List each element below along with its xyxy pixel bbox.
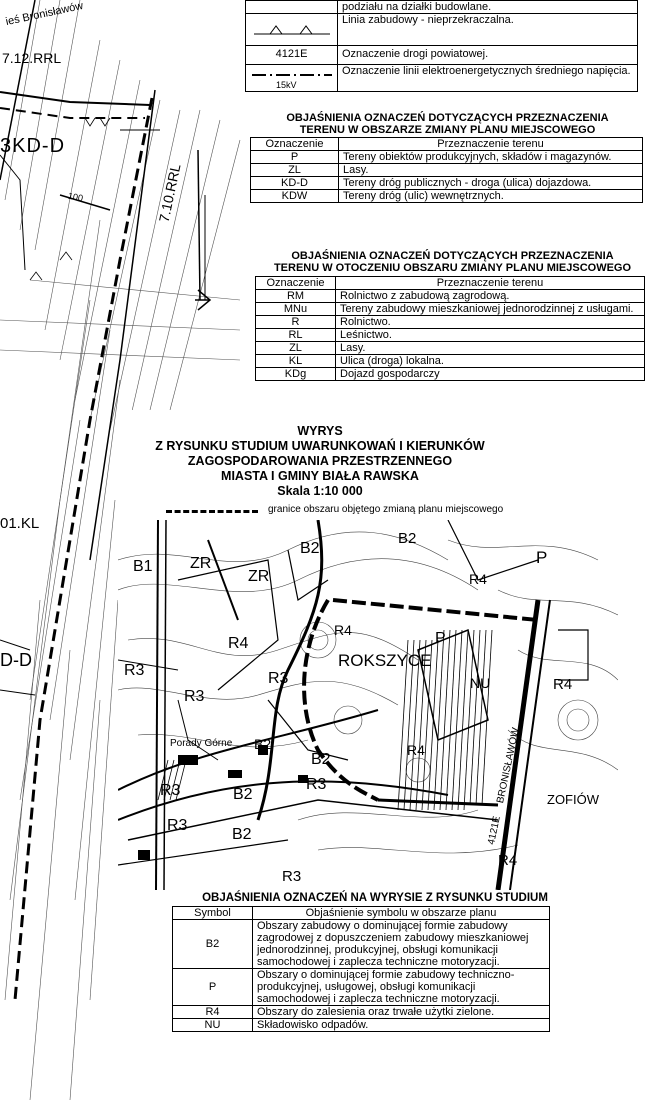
table-header-row [251,138,643,151]
table1-legend [250,137,643,203]
table2-heading [255,250,650,274]
legend-symbol-cell: MNu [256,303,336,316]
legend-desc-cell: Oznaczenie drogi powiatowej. [338,46,638,65]
table-header-row [173,907,550,920]
study-code-label: R4 [334,622,352,638]
boundary-legend-label: granice obszaru objętego zmianą planu miejscowego [268,504,504,515]
plan-label-kd-d: 3KD-D [0,135,66,157]
legend-symbol-cell: KDg [256,368,336,381]
wyrys-title-line: MIASTA I GMINY BIAŁA RAWSKA [221,469,419,483]
study-code-label: R4 [553,676,573,693]
legend-desc-cell: Leśnictwo. [336,329,645,342]
study-code-label: NU [470,675,491,691]
table2-heading-line: OBJAŚNIENIA OZNACZEŃ DOTYCZĄCYCH PRZEZNACZENIA [291,250,614,262]
legend-desc-cell: podziału na działki budowlane. [338,1,638,14]
table-row [246,14,638,46]
table-row [173,920,550,969]
legend-desc-cell: Linia zabudowy - nieprzekraczalna. [338,14,638,46]
legend-desc-cell: Obszary zabudowy o dominującej formie zabudowy zagrodowej z dopuszczeniem zabudowy mieszkaniowej jednorodzinnej, produkcyjnej, obsługi komunikacji samochodowej i zaplecza techniczne motoryzacji. [253,920,550,969]
legend-desc-cell: Rolnictwo. [336,316,645,329]
table-row [256,355,645,368]
legend-desc-cell: Obszary do zalesienia oraz trwałe użytki zielone. [253,1006,550,1019]
top-legend-table [245,0,638,92]
study-code-label: R3 [282,868,302,885]
table2-legend [255,276,645,381]
study-code-label: B2 [398,530,417,547]
plan-label-village: ieś Bronisławów [4,0,85,29]
building-line-triangle-icon [252,14,332,42]
study-code-label: B1 [133,558,153,575]
legend-desc-cell: Tereny dróg publicznych - droga (ulica) dojazdowa. [339,177,643,190]
wyrys-scale: Skala 1:10 000 [277,484,363,498]
table2-heading-line: TERENU W OTOCZENIU OBSZARU ZMIANY PLANU MIEJSCOWEGO [273,262,632,274]
study-code-label: ZR [190,555,212,572]
legend-symbol-cell: B2 [173,920,253,969]
study-code-label: B2 [233,786,253,803]
legend-desc-cell: Oznaczenie linii elektroenergetycznych średniego napięcia. [338,65,638,92]
study-code-label: R3 [268,670,289,687]
study-code-label: R3 [160,782,181,799]
plan-label-kd-d-lower: D-D [0,650,32,670]
table-header-row [256,277,645,290]
table3-legend [172,906,550,1032]
legend-symbol-cell: R [256,316,336,329]
wyrys-title [120,424,520,499]
study-label-zofiow: ZOFIÓW [547,792,599,807]
table-row [256,290,645,303]
wyrys-title-line: WYRYS [297,424,343,438]
study-code-label: B2 [254,736,272,752]
table3-col-desc: Objaśnienie symbolu w obszarze planu [253,907,550,920]
plan-label-road-rrl-top: 7.12.RRL [2,50,62,66]
wyrys-title-line: Z RYSUNKU STUDIUM UWARUNKOWAŃ I KIERUNKÓW [155,439,485,453]
table-row [173,969,550,1006]
legend-symbol-cell: P [251,151,339,164]
legend-desc-cell: Dojazd gospodarczy [336,368,645,381]
legend-desc-cell: Lasy. [336,342,645,355]
legend-desc-cell: Obszary o dominującej formie zabudowy techniczno-produkcyjnej, usługowej, obsługi komunikacji samochodowej i zaplecza techniczne motoryzacji. [253,969,550,1006]
legend-desc-cell: Rolnictwo z zabudową zagrodową. [336,290,645,303]
legend-symbol-cell: KD-D [251,177,339,190]
legend-desc-cell: Lasy. [339,164,643,177]
table1-heading-line: TERENU W OBSZARZE ZMIANY PLANU MIEJSCOWEGO [299,124,596,136]
legend-symbol-cell: KL [256,355,336,368]
table2-col-desc: Przeznaczenie terenu [336,277,645,290]
table-row [256,303,645,316]
legend-symbol-cell: KDW [251,190,339,203]
study-code-label: R4 [469,571,487,587]
table3-heading: OBJAŚNIENIA OZNACZEŃ NA WYRYSIE Z RYSUNKU STUDIUM [170,892,580,904]
table-row [251,177,643,190]
table1-heading [250,112,645,136]
study-code-label: ZR [248,568,270,585]
plan-label-road-rrl-mid: 7.10.RRL [155,162,184,224]
study-building-blocks [138,745,308,860]
table-row [246,46,638,65]
table1-heading-line: OBJAŚNIENIA OZNACZEŃ DOTYCZĄCYCH PRZEZNACZENIA [286,112,609,124]
table1-col-symbol: Oznaczenie [251,138,339,151]
legend-symbol-cell: RM [256,290,336,303]
plan-label-dim-100: 100 [67,190,84,204]
study-code-label: R3 [306,776,327,793]
legend-symbol-label: 15kV [276,80,297,90]
legend-desc-cell: Tereny obiektów produkcyjnych, składów i magazynów. [339,151,643,164]
study-label-road: 4121E [486,815,503,846]
legend-desc-cell: Ulica (droga) lokalna. [336,355,645,368]
legend-symbol-cell: NU [173,1019,253,1032]
study-code-label: R3 [124,662,145,679]
boundary-dash-icon [166,510,258,513]
study-code-label: P [536,548,548,567]
study-code-label: R3 [167,817,188,834]
table1-col-desc: Przeznaczenie terenu [339,138,643,151]
table3-col-symbol: Symbol [173,907,253,920]
legend-symbol-cell: ZL [256,342,336,355]
table-row [246,1,638,14]
table-row [256,316,645,329]
table-row [256,342,645,355]
table-row [251,151,643,164]
legend-desc-cell: Tereny dróg (ulic) wewnętrznych. [339,190,643,203]
study-label-bronislawow: BRONISŁAWÓW [495,726,522,805]
table-row [173,1006,550,1019]
table-row [251,190,643,203]
building-line-symbol [246,14,338,46]
table-row [246,65,638,92]
study-code-label: B2 [311,751,331,768]
legend-symbol-cell: ZL [251,164,339,177]
legend-desc-cell: Składowisko odpadów. [253,1019,550,1032]
table-row [173,1019,550,1032]
table-row [251,164,643,177]
study-code-label: R4 [498,852,518,869]
study-code-label: P [435,630,446,647]
table2-col-symbol: Oznaczenie [256,277,336,290]
study-label-porady-gorne: Porady Górne [170,738,233,749]
study-code-label: B2 [232,826,252,843]
wyrys-title-line: ZAGOSPODAROWANIA PRZESTRZENNEGO [187,454,453,468]
legend-desc-cell: Tereny zabudowy mieszkaniowej jednorodzinnej z usługami. [336,303,645,316]
legend-symbol-cell: 4121E [246,46,338,65]
plan-label-kl: 01.KL [0,515,40,532]
boundary-legend [160,503,600,519]
table-row [256,329,645,342]
legend-symbol-cell [246,1,338,14]
study-code-label: R4 [228,635,249,652]
legend-symbol-cell: P [173,969,253,1006]
study-code-label: B2 [300,540,320,557]
legend-symbol-cell: RL [256,329,336,342]
study-label-rokszyce: ROKSZYCE [338,651,432,670]
study-code-label: R4 [407,742,425,758]
table-row [256,368,645,381]
study-code-label: R3 [184,688,205,705]
power-line-symbol [246,65,338,92]
legend-symbol-cell: R4 [173,1006,253,1019]
